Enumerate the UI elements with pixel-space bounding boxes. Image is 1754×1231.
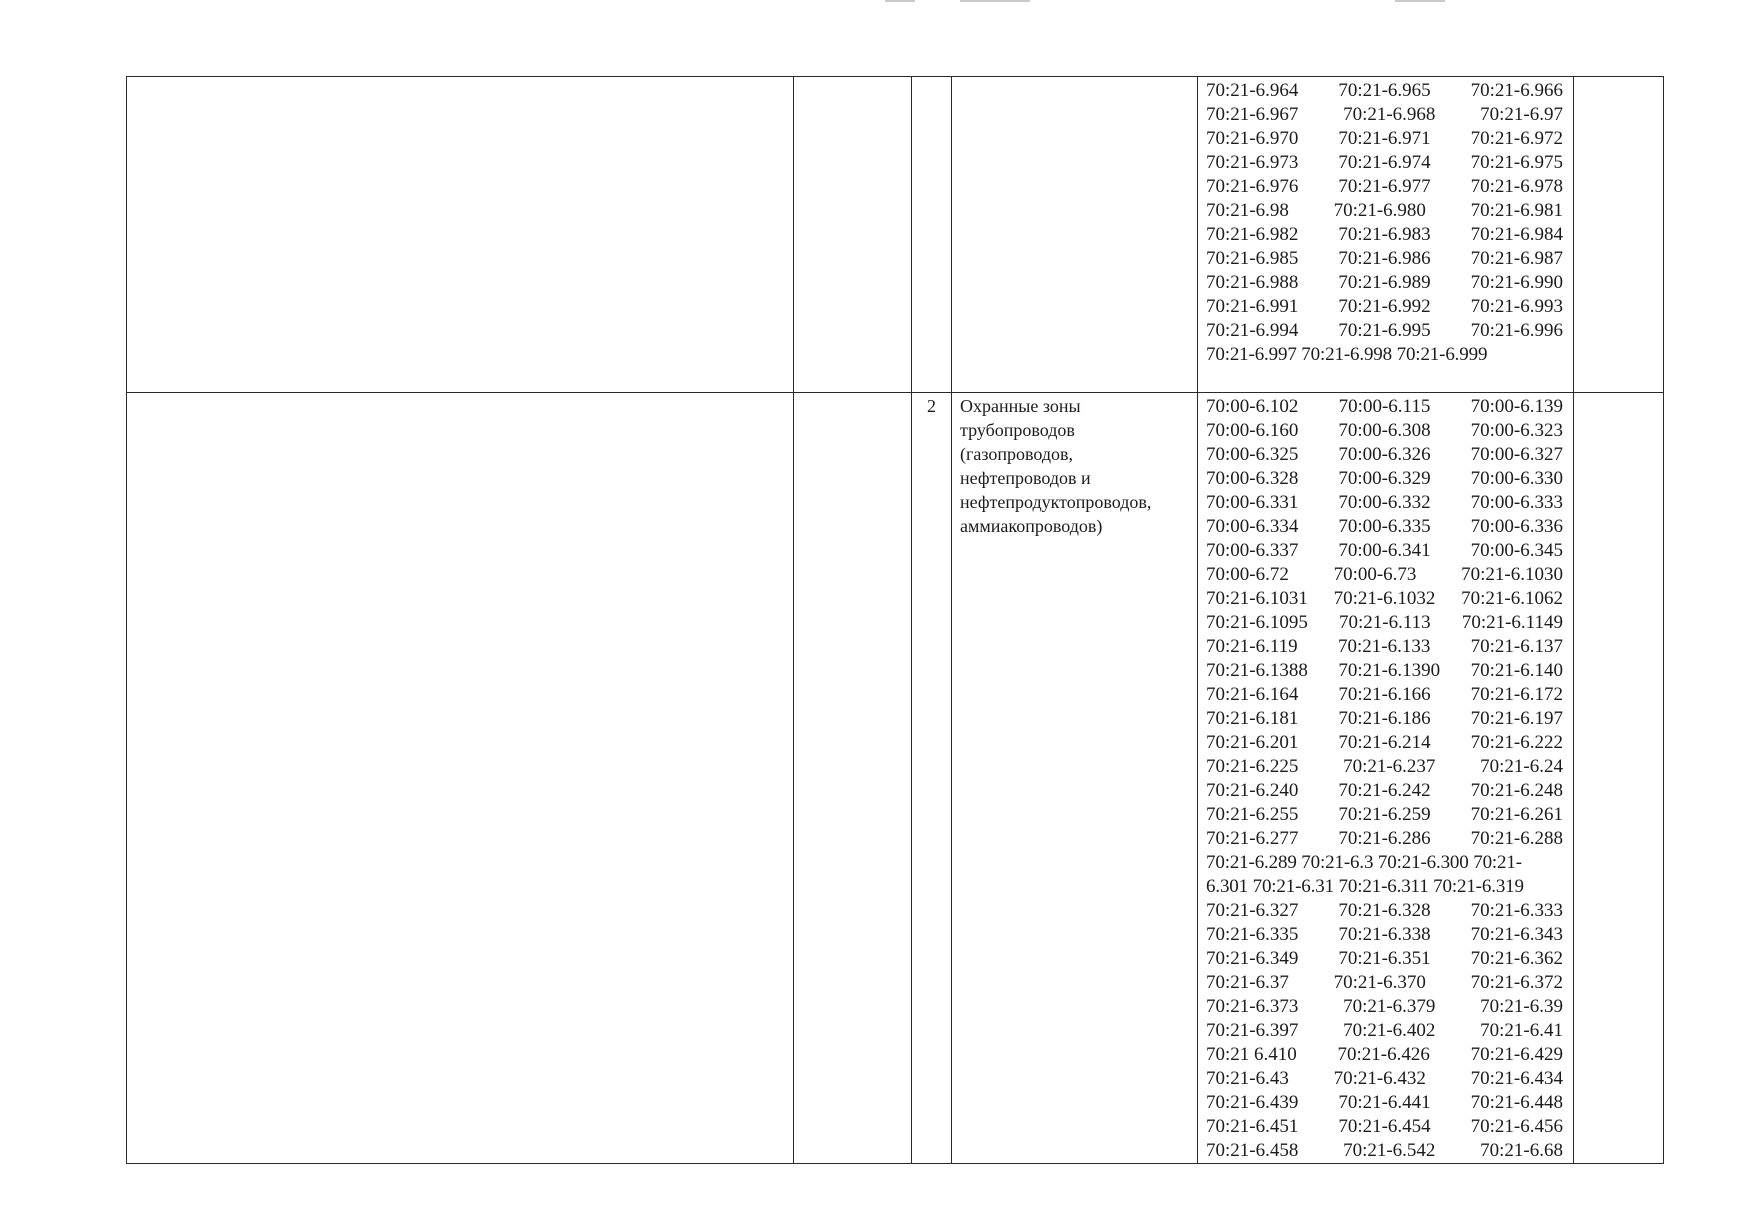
cadastral-code: 70:00-6.325 — [1206, 444, 1299, 465]
cadastral-code: 70:21-6.456 — [1470, 1116, 1563, 1137]
cadastral-code: 70:21-6.37 — [1206, 972, 1289, 993]
cadastral-code: 70:21-6.429 — [1470, 1044, 1563, 1065]
document-table — [126, 76, 1664, 1164]
cadastral-code-row — [1206, 707, 1563, 731]
cadastral-code: 70:21-6.402 — [1343, 1020, 1436, 1041]
cadastral-code: 70:21-6.986 — [1338, 248, 1431, 269]
cadastral-code: 70:21-6.349 — [1206, 948, 1299, 969]
cadastral-code-row — [1206, 803, 1563, 827]
cadastral-code-row — [1206, 103, 1563, 127]
cadastral-code-row — [1206, 995, 1563, 1019]
cadastral-code: 70:21-6.98 — [1206, 200, 1289, 221]
cadastral-code: 70:21-6.980 — [1333, 200, 1426, 221]
cadastral-code: 70:21-6.426 — [1337, 1044, 1430, 1065]
cadastral-code: 70:21-6.451 — [1206, 1116, 1299, 1137]
zone-type-line: аммиакопроводов) — [960, 516, 1103, 536]
cadastral-code: 70:21-6.990 — [1470, 272, 1563, 293]
cadastral-code: 70:00-6.332 — [1338, 492, 1431, 513]
cadastral-code: 70:21-6.1095 — [1206, 612, 1308, 633]
blank-column-cell — [1574, 393, 1664, 1164]
cadastral-codes-cell — [1198, 393, 1574, 1164]
cadastral-code: 70:21-6.975 — [1470, 152, 1563, 173]
cadastral-code-row — [1206, 923, 1563, 947]
cadastral-code: 70:00-6.345 — [1470, 540, 1563, 561]
cadastral-code: 70:21-6.240 — [1206, 780, 1299, 801]
cadastral-code-row — [1206, 175, 1563, 199]
cadastral-code: 70:21-6.542 — [1343, 1140, 1436, 1161]
cadastral-code: 70:00-6.327 — [1470, 444, 1563, 465]
cadastral-code: 70:00-6.329 — [1338, 468, 1431, 489]
cadastral-code: 70:21-6.222 — [1470, 732, 1563, 753]
cadastral-code: 70:21-6.1030 — [1461, 564, 1563, 585]
cadastral-code: 70:21-6.119 — [1206, 636, 1298, 657]
cadastral-code: 70:21-6.993 — [1470, 296, 1563, 317]
cadastral-code-row — [1206, 587, 1563, 611]
cadastral-code-row — [1206, 295, 1563, 319]
cadastral-code: 70:21-6.327 — [1206, 900, 1299, 921]
blank-column-cell — [127, 77, 794, 393]
cadastral-code: 70:21-6.994 — [1206, 320, 1299, 341]
cadastral-code-row — [1206, 79, 1563, 103]
cadastral-code: 70:21-6.977 — [1338, 176, 1431, 197]
cadastral-code-row — [1206, 1115, 1563, 1139]
cadastral-code: 70:21-6.288 — [1470, 828, 1563, 849]
cadastral-code: 70:21-6.328 — [1338, 900, 1431, 921]
cadastral-code: 70:21-6.225 — [1206, 756, 1299, 777]
cadastral-code: 70:21-6.981 — [1470, 200, 1563, 221]
cadastral-code-row — [1206, 1091, 1563, 1115]
cadastral-code: 70:00-6.72 — [1206, 564, 1289, 585]
cadastral-code-row — [1206, 199, 1563, 223]
cadastral-code-row — [1206, 467, 1563, 491]
cadastral-code: 70:21-6.181 — [1206, 708, 1299, 729]
cadastral-code: 70:21-6.261 — [1470, 804, 1563, 825]
cadastral-code-line: 6.301 70:21-6.31 70:21-6.311 70:21-6.319 — [1206, 876, 1524, 897]
scan-artifact — [960, 0, 1030, 2]
cadastral-code-row — [1206, 971, 1563, 995]
cadastral-code: 70:21-6.458 — [1206, 1140, 1299, 1161]
cadastral-code: 70:21-6.982 — [1206, 224, 1299, 245]
cadastral-code: 70:21-6.166 — [1338, 684, 1431, 705]
cadastral-code: 70:21-6.1390 — [1338, 660, 1441, 681]
cadastral-code: 70:00-6.73 — [1333, 564, 1417, 585]
cadastral-code: 70:21-6.991 — [1206, 296, 1299, 317]
cadastral-code: 70:21-6.397 — [1206, 1020, 1299, 1041]
scan-artifact — [1395, 0, 1445, 2]
cadastral-code-row — [1206, 1019, 1563, 1043]
cadastral-code-row — [1206, 127, 1563, 151]
cadastral-code: 70:21-6.968 — [1343, 104, 1436, 125]
cadastral-code: 70:21-6.967 — [1206, 104, 1299, 125]
cadastral-code: 70:21-6.987 — [1470, 248, 1563, 269]
cadastral-code: 70:21-6.338 — [1338, 924, 1431, 945]
cadastral-code: 70:21-6.186 — [1338, 708, 1431, 729]
cadastral-code: 70:21-6.201 — [1206, 732, 1299, 753]
cadastral-code: 70:21-6.1388 — [1206, 660, 1308, 681]
cadastral-code: 70:21-6.351 — [1338, 948, 1431, 969]
cadastral-code: 70:21-6.286 — [1338, 828, 1431, 849]
cadastral-code: 70:21-6.1031 — [1206, 588, 1308, 609]
cadastral-code: 70:21-6.973 — [1206, 152, 1299, 173]
cadastral-code: 70:00-6.336 — [1470, 516, 1563, 537]
cadastral-code: 70:00-6.308 — [1338, 420, 1431, 441]
cadastral-code-row — [1206, 223, 1563, 247]
cadastral-code-row — [1206, 755, 1563, 779]
cadastral-code: 70:21-6.448 — [1470, 1092, 1563, 1113]
cadastral-code-row — [1206, 563, 1563, 587]
cadastral-code-line: 70:21-6.997 70:21-6.998 70:21-6.999 — [1206, 344, 1488, 365]
row-number-cell: 2 — [912, 393, 952, 1164]
cadastral-code: 70:21-6.335 — [1206, 924, 1299, 945]
zone-type-line: Охранные зоны — [960, 396, 1081, 416]
cadastral-code: 70:21-6.964 — [1206, 80, 1299, 101]
cadastral-code-row — [1206, 779, 1563, 803]
cadastral-code: 70:00-6.326 — [1338, 444, 1431, 465]
cadastral-code-row — [1206, 899, 1563, 923]
cadastral-code: 70:00-6.331 — [1206, 492, 1299, 513]
cadastral-code: 70:21-6.362 — [1470, 948, 1563, 969]
cadastral-code: 70:21-6.989 — [1338, 272, 1431, 293]
cadastral-code-row — [1206, 947, 1563, 971]
cadastral-code-row — [1206, 1139, 1563, 1163]
cadastral-code: 70:21-6.441 — [1338, 1092, 1431, 1113]
cadastral-code: 70:21-6.434 — [1470, 1068, 1563, 1089]
cadastral-code: 70:21-6.248 — [1470, 780, 1563, 801]
cadastral-code: 70:00-6.102 — [1206, 396, 1299, 417]
zone-type-line: нефтепродуктопроводов, — [960, 492, 1152, 512]
cadastral-code: 70:21-6.97 — [1480, 104, 1563, 125]
cadastral-code-row — [1206, 443, 1563, 467]
cadastral-code: 70:21-6.333 — [1470, 900, 1563, 921]
cadastral-code: 70:00-6.330 — [1470, 468, 1563, 489]
zone-type-line: нефтепроводов и — [960, 468, 1091, 488]
cadastral-code: 70:21-6.379 — [1343, 996, 1436, 1017]
cadastral-code-row — [1206, 271, 1563, 295]
blank-column-cell — [127, 393, 794, 1164]
cadastral-code: 70:00-6.139 — [1470, 396, 1563, 417]
cadastral-code: 70:21-6.197 — [1470, 708, 1563, 729]
cadastral-code-row — [1206, 635, 1563, 659]
cadastral-code: 70:21-6.996 — [1470, 320, 1563, 341]
cadastral-code: 70:21-6.259 — [1338, 804, 1431, 825]
cadastral-code: 70:21-6.39 — [1480, 996, 1563, 1017]
scan-artifact — [885, 0, 915, 2]
cadastral-code: 70:21-6.988 — [1206, 272, 1299, 293]
cadastral-code: 70:21-6.1032 — [1333, 588, 1436, 609]
cadastral-code: 70:21-6.985 — [1206, 248, 1299, 269]
cadastral-code-row — [1206, 491, 1563, 515]
cadastral-code: 70:21-6.439 — [1206, 1092, 1299, 1113]
table-body — [127, 77, 1664, 1164]
cadastral-code: 70:21-6.113 — [1339, 612, 1431, 633]
cadastral-code-row — [1206, 683, 1563, 707]
cadastral-code: 70:00-6.333 — [1470, 492, 1563, 513]
cadastral-code: 70:00-6.115 — [1338, 396, 1431, 417]
cadastral-code-row — [1206, 151, 1563, 175]
cadastral-code: 70:00-6.160 — [1206, 420, 1299, 441]
cadastral-code: 70:21-6.965 — [1338, 80, 1431, 101]
table-row — [127, 393, 1664, 1164]
cadastral-code: 70:21-6.978 — [1470, 176, 1563, 197]
cadastral-code: 70:21-6.237 — [1343, 756, 1436, 777]
cadastral-code: 70:21-6.372 — [1470, 972, 1563, 993]
cadastral-code: 70:21-6.172 — [1470, 684, 1563, 705]
cadastral-code-row — [1206, 319, 1563, 343]
cadastral-code: 70:21-6.41 — [1480, 1020, 1563, 1041]
zone-type-line: трубопроводов — [960, 420, 1075, 440]
row-number-cell — [912, 77, 952, 393]
zone-type-cell — [952, 77, 1198, 393]
cadastral-code-row — [1206, 539, 1563, 563]
cadastral-code-row — [1206, 1067, 1563, 1091]
cadastral-code: 70:21-6.972 — [1470, 128, 1563, 149]
cadastral-code-row — [1206, 611, 1563, 635]
cadastral-code: 70:21-6.995 — [1338, 320, 1431, 341]
cadastral-code: 70:21-6.343 — [1470, 924, 1563, 945]
cadastral-code-row — [1206, 419, 1563, 443]
cadastral-codes-cell — [1198, 77, 1574, 393]
cadastral-code: 70:00-6.341 — [1338, 540, 1431, 561]
cadastral-code: 70:21-6.1062 — [1461, 588, 1563, 609]
cadastral-code: 70:21-6.140 — [1470, 660, 1563, 681]
cadastral-code: 70:00-6.337 — [1206, 540, 1299, 561]
cadastral-code: 70:21-6.164 — [1206, 684, 1299, 705]
cadastral-code: 70:21-6.1149 — [1461, 612, 1563, 633]
cadastral-code: 70:21-6.277 — [1206, 828, 1299, 849]
cadastral-code: 70:21-6.68 — [1480, 1140, 1563, 1161]
cadastral-code: 70:21-6.992 — [1338, 296, 1431, 317]
cadastral-code: 70:21-6.43 — [1206, 1068, 1289, 1089]
blank-column-cell — [794, 393, 912, 1164]
cadastral-code: 70:00-6.328 — [1206, 468, 1299, 489]
cadastral-code-row — [1206, 731, 1563, 755]
cadastral-code-row — [1206, 395, 1563, 419]
cadastral-code: 70:21-6.971 — [1338, 128, 1431, 149]
cadastral-code: 70:21-6.974 — [1338, 152, 1431, 173]
cadastral-code: 70:00-6.334 — [1206, 516, 1299, 537]
blank-column-cell — [794, 77, 912, 393]
zone-type-line: (газопроводов, — [960, 444, 1074, 464]
cadastral-code: 70:21-6.984 — [1470, 224, 1563, 245]
cadastral-code: 70:21-6.242 — [1338, 780, 1431, 801]
cadastral-code: 70:21-6.133 — [1337, 636, 1431, 657]
cadastral-code-line: 70:21-6.289 70:21-6.3 70:21-6.300 70:21- — [1206, 852, 1522, 873]
cadastral-code: 70:21-6.373 — [1206, 996, 1299, 1017]
cadastral-code: 70:21-6.970 — [1206, 128, 1299, 149]
cadastral-code-row — [1206, 827, 1563, 851]
cadastral-code: 70:21-6.24 — [1480, 756, 1563, 777]
zone-type-cell — [952, 393, 1198, 1164]
cadastral-code: 70:21-6.976 — [1206, 176, 1299, 197]
cadastral-code: 70:21-6.370 — [1333, 972, 1426, 993]
cadastral-code: 70:21-6.137 — [1470, 636, 1563, 657]
cadastral-code: 70:21-6.432 — [1333, 1068, 1426, 1089]
cadastral-code: 70:21-6.255 — [1206, 804, 1299, 825]
cadastral-code-row — [1206, 247, 1563, 271]
table-row — [127, 77, 1664, 393]
cadastral-code: 70:00-6.323 — [1470, 420, 1563, 441]
blank-column-cell — [1574, 77, 1664, 393]
cadastral-code-row — [1206, 1043, 1563, 1067]
cadastral-code: 70:21-6.966 — [1470, 80, 1563, 101]
cadastral-code: 70:21-6.454 — [1338, 1116, 1431, 1137]
cadastral-code: 70:21-6.983 — [1338, 224, 1431, 245]
cadastral-code-row — [1206, 659, 1563, 683]
cadastral-code: 70:21 6.410 — [1206, 1044, 1297, 1065]
cadastral-code: 70:21-6.214 — [1338, 732, 1431, 753]
cadastral-code-row — [1206, 515, 1563, 539]
cadastral-code: 70:00-6.335 — [1338, 516, 1431, 537]
